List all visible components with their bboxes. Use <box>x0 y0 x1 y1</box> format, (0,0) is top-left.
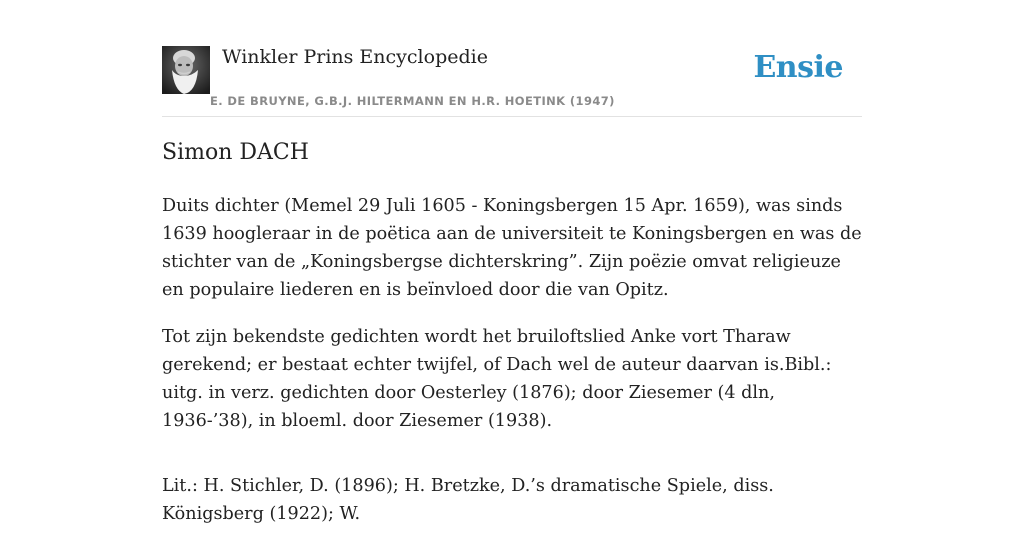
authors-credit: E. DE BRUYNE, G.B.J. HILTERMANN EN H.R. HOETINK (1947) <box>210 94 615 108</box>
bearded-man-portrait-icon <box>162 46 210 94</box>
literature-paragraph: Lit.: H. Stichler, D. (1896); H. Bretzke, D.’s dramatische Spiele, diss. Königsberg (1922); W. <box>162 476 774 524</box>
site-title[interactable]: Winkler Prins Encyclopedie <box>222 46 488 68</box>
article-body <box>162 192 862 547</box>
article-paragraph: Duits dichter (Memel 29 Juli 1605 - Koningsbergen 15 Apr. 1659), was sinds 1639 hoogleraar in de poëtica aan de universiteit te Koningsbergen en was de stichter van de „Koningsbergse dichterskring”. Zijn poëzie omvat religieuze en populaire liederen en is beïnvloed door die van Opitz. <box>162 196 862 300</box>
site-header <box>162 44 862 117</box>
article-title: Simon DACH <box>162 140 309 165</box>
article-paragraph: Tot zijn bekendste gedichten wordt het bruiloftslied Anke vort Tharaw gerekend; er bestaat echter twijfel, of Dach wel de auteur daarvan is.Bibl.: uitg. in verz. gedichten door Oesterley (1876); door Ziesemer (4 dln, 1936-’38), in bloeml. door Ziesemer (1938). <box>162 327 832 431</box>
ensie-logo[interactable]: Ensie <box>753 50 843 85</box>
